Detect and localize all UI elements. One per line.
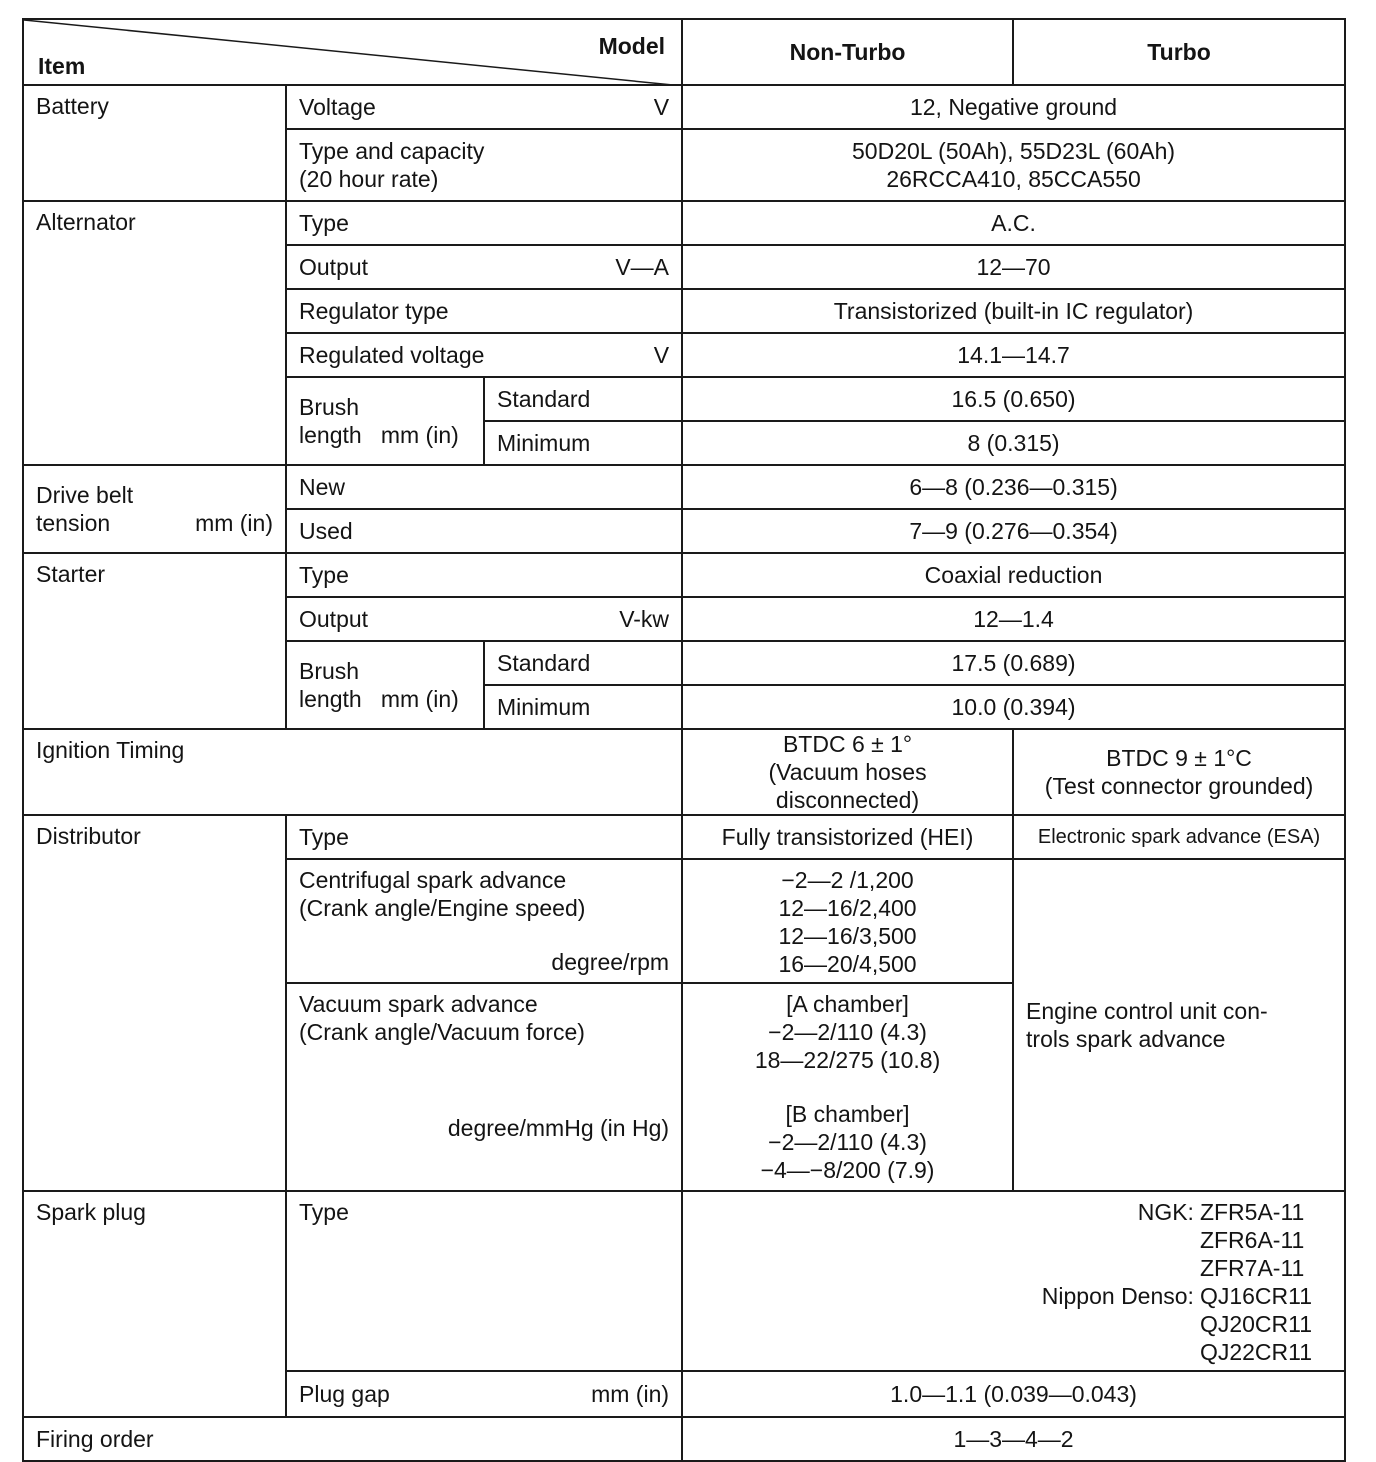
plug-gap-cell: [286, 1371, 682, 1417]
starter-brush-unit: mm (in): [380, 686, 459, 712]
drive-belt-used-label: Used: [286, 509, 682, 553]
ignition-timing-label: Ignition Timing: [23, 729, 682, 815]
distributor-type-row: [23, 815, 1345, 859]
starter-output-unit: V-kw: [619, 606, 670, 632]
alternator-brush-minimum-value: 8 (0.315): [682, 421, 1345, 465]
starter-output-value: 12—1.4: [682, 597, 1345, 641]
drive-belt-tension-label: tension: [36, 510, 111, 536]
diagonal-divider: [24, 20, 683, 86]
alternator-regulated-voltage-cell: [286, 333, 682, 377]
distributor-type-non-turbo: Fully transistorized (HEI): [682, 815, 1013, 859]
alternator-regulator-value: Transistorized (built-in IC regulator): [682, 289, 1345, 333]
ngk-part: ZFR5A-11: [1199, 1199, 1305, 1225]
starter-brush-minimum-value: 10.0 (0.394): [682, 685, 1345, 729]
alternator-brush-unit: mm (in): [380, 422, 459, 448]
ignition-timing-non-turbo-value: BTDC 6 ± 1°: [782, 731, 913, 757]
ignition-timing-turbo-cell: [1013, 729, 1345, 815]
centrifugal-cell: [286, 859, 682, 983]
vacuum-a-value: 18—22/275 (10.8): [754, 1047, 941, 1073]
firing-order-label: Firing order: [23, 1417, 682, 1461]
battery-voltage-label: Voltage: [299, 94, 376, 120]
denso-part: QJ20CR11: [1199, 1311, 1313, 1337]
alternator-regulated-voltage-unit: V: [653, 342, 670, 368]
vacuum-b-heading: [B chamber]: [785, 1101, 910, 1127]
model-item-corner-cell: [23, 19, 682, 85]
vacuum-cell: [286, 983, 682, 1191]
starter-brush-label-cell: [286, 641, 484, 729]
battery-voltage-cell: [286, 85, 682, 129]
centrifugal-value: −2—2 /1,200: [781, 867, 914, 893]
distributor-turbo-note-2: trols spark advance: [1026, 1026, 1226, 1052]
starter-brush-minimum-label: Minimum: [484, 685, 682, 729]
centrifugal-value: 12—16/3,500: [778, 923, 917, 949]
drive-belt-label: Drive belt: [36, 482, 134, 508]
battery-type-label: Type and capacity: [299, 138, 485, 164]
spark-plug-type-label: Type: [286, 1191, 682, 1371]
distributor-type-turbo: Electronic spark advance (ESA): [1013, 815, 1345, 859]
header-row: [23, 19, 1345, 85]
vacuum-b-value: −4—−8/200 (7.9): [760, 1157, 935, 1183]
distributor-turbo-note-cell: [1013, 859, 1345, 1191]
alternator-output-cell: [286, 245, 682, 289]
alternator-brush-standard-label: Standard: [484, 377, 682, 421]
vacuum-sublabel: (Crank angle/Vacuum force): [299, 1019, 585, 1045]
alternator-type-value: A.C.: [682, 201, 1345, 245]
starter-output-label: Output: [299, 606, 369, 632]
alternator-output-label: Output: [299, 254, 369, 280]
alternator-regulated-voltage-value: 14.1—14.7: [682, 333, 1345, 377]
centrifugal-values-cell: [682, 859, 1013, 983]
alternator-brush-label-cell: [286, 377, 484, 465]
spark-plug-label: Spark plug: [23, 1191, 286, 1417]
starter-brush-length-label: length: [299, 686, 362, 712]
starter-type-label: Type: [286, 553, 682, 597]
alternator-regulator-label: Regulator type: [286, 289, 682, 333]
battery-voltage-value: 12, Negative ground: [682, 85, 1345, 129]
ignition-timing-turbo-value: BTDC 9 ± 1°C: [1106, 745, 1252, 771]
alternator-type-row: [23, 201, 1345, 245]
centrifugal-value: 12—16/2,400: [778, 895, 917, 921]
denso-label: Nippon Denso:: [1041, 1283, 1194, 1309]
vacuum-a-heading: [A chamber]: [786, 991, 909, 1017]
battery-rate-label: (20 hour rate): [299, 166, 439, 192]
starter-type-value: Coaxial reduction: [682, 553, 1345, 597]
centrifugal-value: 16—20/4,500: [778, 951, 917, 977]
ignition-timing-non-turbo-cell: [682, 729, 1013, 815]
drive-belt-label-cell: [23, 465, 286, 553]
distributor-label: Distributor: [23, 815, 286, 1191]
spark-plug-type-values: [682, 1191, 1345, 1371]
battery-voltage-row: [23, 85, 1345, 129]
ignition-timing-row: [23, 729, 1345, 815]
ngk-part: ZFR6A-11: [1199, 1227, 1305, 1253]
battery-type-value-cell: [682, 129, 1345, 201]
firing-order-row: [23, 1417, 1345, 1461]
drive-belt-unit: mm (in): [195, 510, 273, 536]
firing-order-value: 1—3—4—2: [682, 1417, 1345, 1461]
battery-type-cell: [286, 129, 682, 201]
turbo-heading: Turbo: [1013, 19, 1345, 85]
vacuum-values-cell: [682, 983, 1013, 1191]
item-heading: Item: [38, 53, 86, 79]
alternator-brush-standard-value: 16.5 (0.650): [682, 377, 1345, 421]
distributor-type-label: Type: [286, 815, 682, 859]
distributor-turbo-note-1: Engine control unit con-: [1026, 998, 1268, 1024]
centrifugal-sublabel: (Crank angle/Engine speed): [299, 895, 586, 921]
vacuum-a-value: −2—2/110 (4.3): [768, 1019, 927, 1045]
drive-belt-new-value: 6—8 (0.236—0.315): [682, 465, 1345, 509]
vacuum-b-value: −2—2/110 (4.3): [768, 1129, 927, 1155]
alternator-output-value: 12—70: [682, 245, 1345, 289]
alternator-regulated-voltage-label: Regulated voltage: [299, 342, 485, 368]
centrifugal-label: Centrifugal spark advance: [299, 867, 567, 893]
centrifugal-unit: degree/rpm: [551, 949, 670, 975]
electrical-spec-table: [22, 18, 1346, 1462]
battery-label: Battery: [23, 85, 286, 201]
starter-type-row: [23, 553, 1345, 597]
denso-part: QJ22CR11: [1199, 1339, 1313, 1365]
drive-belt-new-label: New: [286, 465, 682, 509]
model-heading: Model: [598, 33, 666, 59]
alternator-type-label: Type: [286, 201, 682, 245]
drive-belt-used-value: 7—9 (0.276—0.354): [682, 509, 1345, 553]
vacuum-unit: degree/mmHg (in Hg): [447, 1115, 670, 1141]
spark-plug-type-row: [23, 1191, 1345, 1371]
battery-type-value-1: 50D20L (50Ah), 55D23L (60Ah): [852, 138, 1176, 164]
alternator-brush-label: Brush: [299, 394, 360, 420]
alternator-label: Alternator: [23, 201, 286, 465]
ignition-timing-turbo-note: (Test connector grounded): [1044, 773, 1314, 799]
starter-brush-label: Brush: [299, 658, 360, 684]
battery-type-value-2: 26RCCA410, 85CCA550: [886, 166, 1141, 192]
battery-voltage-unit: V: [653, 94, 670, 120]
vacuum-label: Vacuum spark advance: [299, 991, 538, 1017]
denso-part: QJ16CR11: [1199, 1283, 1313, 1309]
alternator-output-unit: V—A: [615, 254, 670, 280]
starter-label: Starter: [23, 553, 286, 729]
plug-gap-label: Plug gap: [299, 1381, 390, 1407]
ngk-part: ZFR7A-11: [1199, 1255, 1305, 1281]
starter-output-cell: [286, 597, 682, 641]
alternator-brush-minimum-label: Minimum: [484, 421, 682, 465]
plug-gap-unit: mm (in): [591, 1381, 670, 1407]
ignition-timing-non-turbo-note: (Vacuum hoses disconnected): [768, 759, 927, 813]
drive-belt-new-row: [23, 465, 1345, 509]
plug-gap-value: 1.0—1.1 (0.039—0.043): [682, 1371, 1345, 1417]
starter-brush-standard-value: 17.5 (0.689): [682, 641, 1345, 685]
ngk-label: NGK:: [1137, 1199, 1194, 1225]
alternator-brush-length-label: length: [299, 422, 362, 448]
starter-brush-standard-label: Standard: [484, 641, 682, 685]
non-turbo-heading: Non-Turbo: [682, 19, 1013, 85]
